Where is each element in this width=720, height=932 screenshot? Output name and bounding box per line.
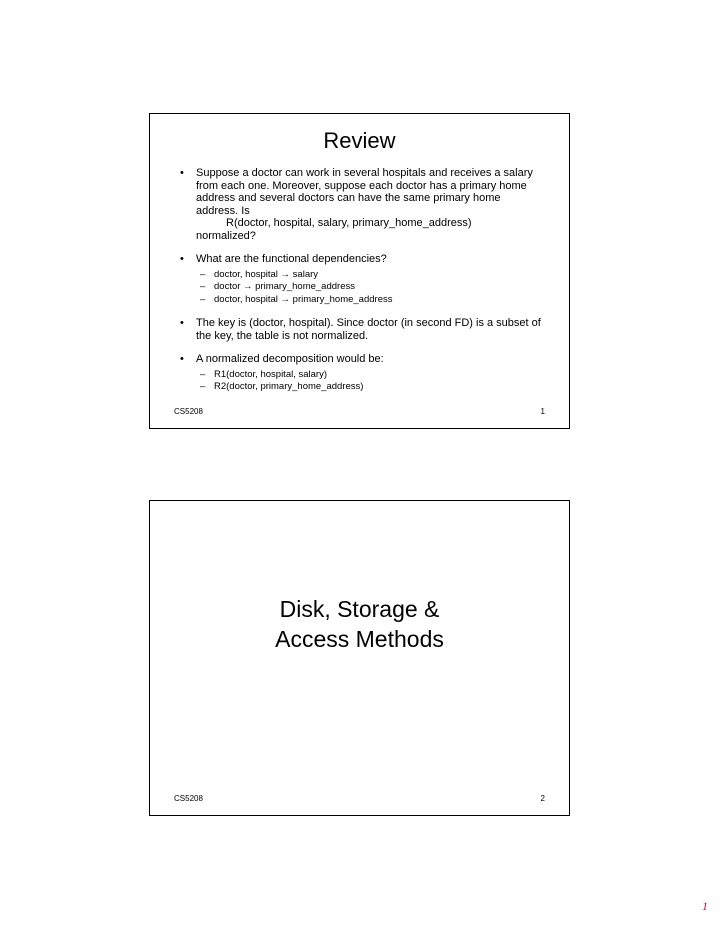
relation-schema: R2(doctor, primary_home_address) bbox=[214, 381, 364, 392]
functional-dependency: doctor, hospital → salary bbox=[214, 268, 319, 280]
slide-title: Review bbox=[323, 128, 396, 153]
sub-item bbox=[196, 381, 545, 394]
dash-glyph: – bbox=[200, 381, 206, 392]
slide-number: 1 bbox=[540, 407, 545, 416]
sub-item bbox=[196, 369, 545, 382]
bullet-text: Suppose a doctor can work in several hospitals and receives a salary from each one. Moreover, suppose each doctor has a primary home address and several doctors can have the same primary home address. Is bbox=[196, 167, 533, 217]
slide-title-line: Access Methods bbox=[275, 626, 444, 652]
slide-disk-storage bbox=[149, 500, 570, 816]
bullet-glyph: • bbox=[180, 167, 184, 179]
slide-number: 2 bbox=[540, 794, 545, 803]
functional-dependency: doctor, hospital → primary_home_address bbox=[214, 293, 393, 305]
bullet-text: A normalized decomposition would be: bbox=[196, 353, 384, 365]
bullet-item bbox=[174, 253, 545, 306]
bullet-item bbox=[174, 167, 545, 242]
slide-footer-course: CS5208 bbox=[174, 407, 203, 416]
sub-item bbox=[196, 281, 545, 294]
dash-glyph: – bbox=[200, 281, 206, 292]
sub-list bbox=[196, 369, 545, 394]
slide-title bbox=[150, 594, 569, 654]
bullet-item bbox=[174, 353, 545, 394]
sub-list bbox=[196, 269, 545, 307]
slide-footer-course: CS5208 bbox=[174, 794, 203, 803]
dash-glyph: – bbox=[200, 368, 206, 380]
dash-glyph: – bbox=[200, 268, 206, 280]
relation-schema: R(doctor, hospital, salary, primary_home_address) bbox=[226, 217, 472, 229]
dash-glyph: – bbox=[200, 293, 206, 305]
sub-item bbox=[196, 294, 545, 307]
bullet-glyph: • bbox=[180, 317, 184, 329]
bullet-text-end: normalized? bbox=[196, 229, 256, 242]
bullet-glyph: • bbox=[180, 353, 184, 365]
bullet-text: What are the functional dependencies? bbox=[196, 253, 387, 265]
sub-item bbox=[196, 269, 545, 282]
relation-schema: R1(doctor, hospital, salary) bbox=[214, 368, 327, 380]
bullet-list bbox=[174, 167, 545, 405]
bullet-text: The key is (doctor, hospital). Since doctor (in second FD) is a subset of the key, the table is not normalized. bbox=[196, 317, 541, 342]
slide-review bbox=[149, 113, 570, 429]
page-number: 1 bbox=[702, 899, 708, 913]
bullet-item bbox=[174, 317, 545, 342]
functional-dependency: doctor → primary_home_address bbox=[214, 281, 355, 292]
bullet-glyph: • bbox=[180, 253, 184, 265]
slide-title-line: Disk, Storage & bbox=[279, 596, 440, 622]
